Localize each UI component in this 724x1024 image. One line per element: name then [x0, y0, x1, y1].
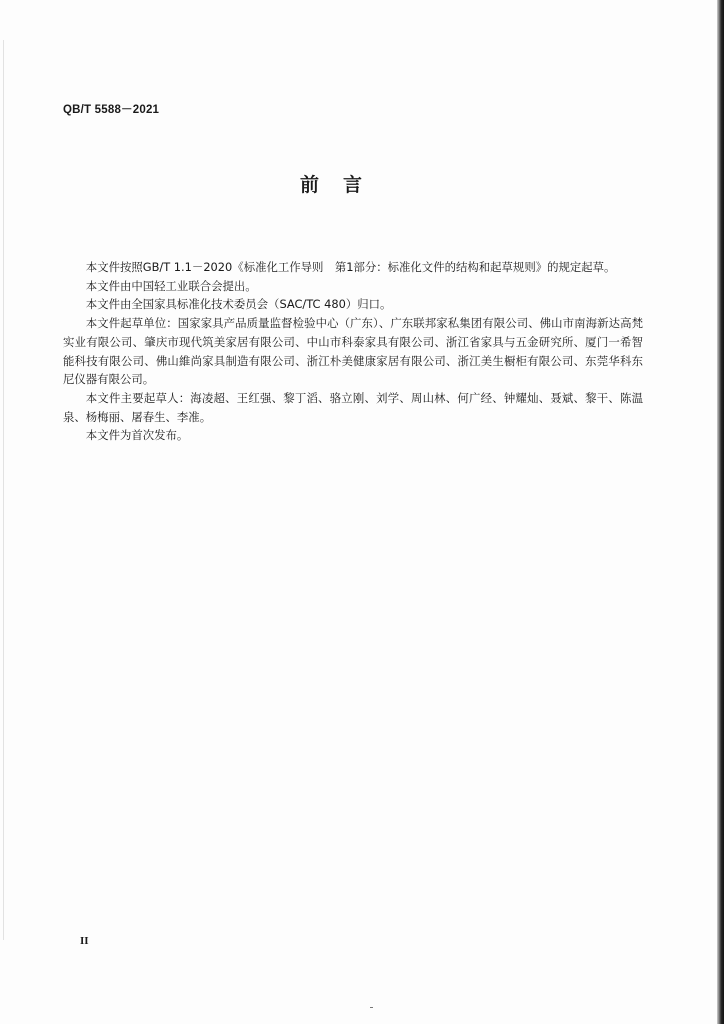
paragraph-drafting-units: 本文件起草单位：国家家具产品质量监督检验中心（广东）、广东联邦家私集团有限公司、佛山市南海新达高梵实业有限公司、肇庆市现代筑美家居有限公司、中山市科泰家具有限公司、浙江省家具与五金研究所、厦门一希智能科技有限公司、佛山維尚家具制造有限公司、浙江朴美健康家居有限公司、浙江美生橱柜有限公司、东莞华科东尼仪器有限公司。 [63, 316, 643, 387]
page-number: II [80, 935, 89, 947]
foreword-body [63, 258, 643, 445]
paragraph-drafters: 本文件主要起草人：海凌超、王红强、黎丁滔、骆立刚、刘学、周山林、何广经、钟耀灿、聂斌、黎干、陈温泉、杨梅丽、屠春生、李准。 [63, 390, 643, 424]
page-title: 前言 [300, 174, 387, 196]
paragraph-first-release: 本文件为首次发布。 [85, 428, 189, 443]
scan-right-edge [717, 0, 724, 1024]
paragraph-drafting-rules: 本文件按照GB/T 1.1－2020《标准化工作导则 第1部分：标准化文件的结构和起草规则》的规定起草。 [85, 260, 616, 274]
scan-edge-mark [3, 40, 4, 940]
paragraph-proposed-by: 本文件由中国轻工业联合会提出。 [85, 278, 257, 293]
paragraph-centralized-by: 本文件由全国家具标准化技术委员会（SAC/TC 480）归口。 [85, 297, 392, 312]
document-code: QB/T 5588－2021 [63, 104, 160, 116]
scan-speck [370, 1007, 373, 1008]
